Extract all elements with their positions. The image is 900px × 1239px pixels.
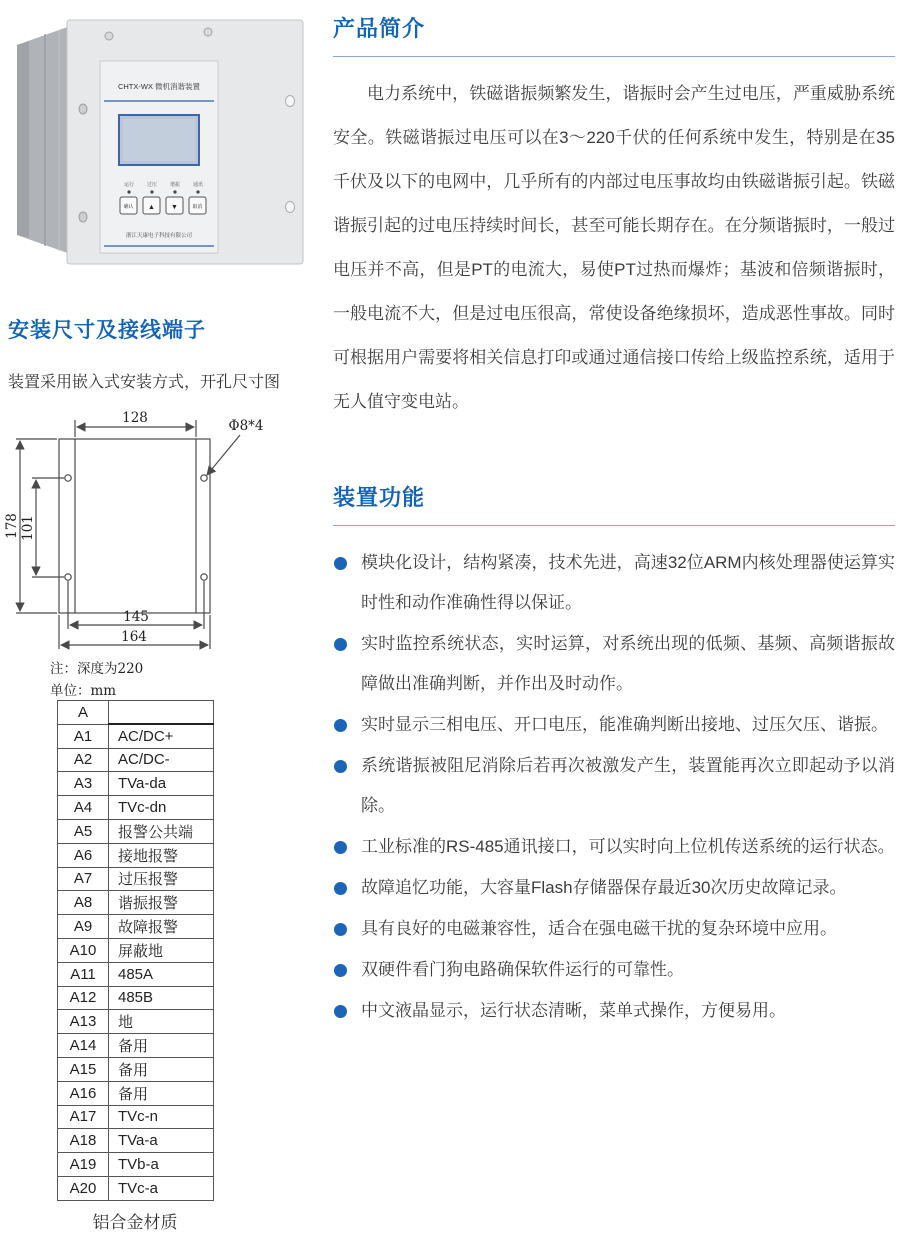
mount-hole-icon [65, 475, 71, 481]
table-row [58, 843, 214, 867]
terminal-id: A15 [58, 1057, 109, 1081]
terminal-id: A18 [58, 1129, 109, 1153]
terminal-label: 接地报警 [109, 843, 214, 867]
terminal-id: A9 [58, 915, 109, 939]
table-row [58, 1081, 214, 1105]
bullet-icon [334, 841, 347, 854]
terminal-label: 地 [109, 1010, 214, 1034]
function-item-text: 双硬件看门狗电路确保软件运行的可靠性。 [361, 960, 684, 979]
led-label: 通讯 [192, 182, 204, 188]
confirm-button-label: 确认 [123, 204, 134, 210]
terminal-label: 谐振报警 [109, 891, 214, 915]
terminal-label: 备用 [109, 1034, 214, 1058]
terminal-id: A4 [58, 796, 109, 820]
terminal-label: TVa-da [109, 772, 214, 796]
terminal-id: A8 [58, 891, 109, 915]
bullet-icon [334, 719, 347, 732]
terminal-id: A17 [58, 1105, 109, 1129]
function-item-text: 中文液晶显示，运行状态清晰，菜单式操作，方便易用。 [361, 1001, 786, 1020]
terminal-table [57, 700, 214, 1201]
terminal-label: 屏蔽地 [109, 938, 214, 962]
table-row [58, 891, 214, 915]
screw-icon [204, 28, 212, 36]
terminal-id: A20 [58, 1176, 109, 1200]
dim-164: 164 [121, 629, 147, 645]
dim-178: 178 [4, 513, 20, 539]
led-icon [173, 190, 176, 193]
table-row [58, 1153, 214, 1177]
table-row [58, 1176, 214, 1200]
function-item [333, 705, 895, 745]
table-row [58, 772, 214, 796]
terminal-id: A6 [58, 843, 109, 867]
down-arrow-icon: ▼ [171, 204, 178, 211]
intro-section-title: 产品简介 [333, 12, 895, 57]
hole-spec: Φ8*4 [228, 418, 264, 434]
bullet-icon [334, 882, 347, 895]
bullet-icon [334, 557, 347, 570]
dim-101: 101 [20, 515, 36, 541]
table-row [58, 819, 214, 843]
led-icon [196, 190, 199, 193]
led-icon [150, 190, 153, 193]
terminal-label: 485B [109, 986, 214, 1010]
terminal-id: A16 [58, 1081, 109, 1105]
terminal-id: A19 [58, 1153, 109, 1177]
terminal-id: A7 [58, 867, 109, 891]
bullet-icon [334, 760, 347, 773]
table-row [58, 986, 214, 1010]
terminal-label: TVb-a [109, 1153, 214, 1177]
up-arrow-icon: ▲ [148, 204, 155, 211]
function-item-text: 实时显示三相电压、开口电压，能准确判断出接地、过压欠压、谐振。 [361, 715, 888, 734]
function-item-text: 工业标准的RS-485通讯接口，可以实时向上位机传送系统的运行状态。 [361, 837, 895, 856]
table-row [58, 1010, 214, 1034]
table-row [58, 748, 214, 772]
terminal-label: TVc-a [109, 1176, 214, 1200]
dim-145: 145 [123, 609, 149, 625]
mount-hole-icon [65, 574, 71, 580]
table-row [58, 1057, 214, 1081]
note-unit: 单位：mm [50, 683, 117, 699]
table-row [58, 796, 214, 820]
bullet-icon [334, 964, 347, 977]
terminal-id: A14 [58, 1034, 109, 1058]
right-column [333, 12, 895, 1032]
terminal-label: TVa-a [109, 1129, 214, 1153]
functions-section-title: 装置功能 [333, 481, 895, 526]
function-item [333, 746, 895, 826]
terminal-id: A3 [58, 772, 109, 796]
terminal-id: A [58, 701, 109, 725]
terminal-id: A13 [58, 1010, 109, 1034]
panel-title: CHTX-WX 微机消谐装置 [117, 82, 201, 91]
install-section-title: 安装尺寸及接线端子 [8, 319, 206, 342]
terminal-label: 过压报警 [109, 867, 214, 891]
table-row [58, 701, 214, 725]
mount-hole-icon [201, 574, 207, 580]
led-label: 谐振 [169, 182, 181, 188]
function-item [333, 543, 895, 623]
terminal-id: A11 [58, 962, 109, 986]
table-row [58, 1129, 214, 1153]
table-row [58, 938, 214, 962]
terminal-table-body [58, 701, 214, 1201]
function-item-text: 模块化设计，结构紧凑，技术先进，高速32位ARM内核处理器使运算实时性和动作准确性得以保证。 [361, 553, 895, 612]
outer-rect [59, 439, 210, 613]
material-caption: 铝合金材质 [92, 1213, 178, 1232]
bullet-icon [334, 1005, 347, 1018]
device-side-shade [17, 41, 29, 238]
function-item [333, 827, 895, 867]
terminal-id: A2 [58, 748, 109, 772]
terminal-id: A10 [58, 938, 109, 962]
function-item [333, 868, 895, 908]
function-item [333, 624, 895, 704]
note-depth: 注：深度为220 [50, 661, 144, 677]
led-label: 过压 [146, 182, 158, 188]
function-item-text: 具有良好的电磁兼容性，适合在强电磁干扰的复杂环境中应用。 [361, 919, 837, 938]
mount-hole-icon [201, 475, 207, 481]
table-row [58, 724, 214, 748]
terminal-id: A1 [58, 724, 109, 748]
bullet-icon [334, 638, 347, 651]
terminal-label: AC/DC+ [109, 724, 214, 748]
terminal-label: 备用 [109, 1081, 214, 1105]
table-row [58, 915, 214, 939]
led-icon [127, 190, 130, 193]
product-photo [5, 5, 310, 270]
install-subtitle: 装置采用嵌入式安装方式，开孔尺寸图 [8, 374, 281, 391]
terminal-label: TVc-n [109, 1105, 214, 1129]
function-item-text: 系统谐振被阻尼消除后若再次被激发产生，装置能再次立即起动予以消除。 [361, 756, 895, 815]
table-row [58, 867, 214, 891]
functions-list [333, 543, 895, 1031]
terminal-id: A5 [58, 819, 109, 843]
function-item [333, 991, 895, 1031]
terminal-label: TVc-dn [109, 796, 214, 820]
table-row [58, 962, 214, 986]
terminal-label: 报警公共端 [109, 819, 214, 843]
function-item [333, 950, 895, 990]
company-label: 浙江天康电子科技有限公司 [125, 233, 193, 239]
terminal-label: 故障报警 [109, 915, 214, 939]
terminal-label: AC/DC- [109, 748, 214, 772]
table-row [58, 1105, 214, 1129]
intro-paragraph: 电力系统中，铁磁谐振频繁发生，谐振时会产生过电压，严重威胁系统安全。铁磁谐振过电压可以在3～220千伏的任何系统中发生，特别是在35千伏及以下的电网中，几乎所有的内部过电压事故均由铁磁谐振引起。铁磁谐振引起的过电压持续时间长，甚至可能长期存在。在分频谐振时，一般过电压并不高，但是PT的电流大，易使PT过热而爆炸；基波和倍频谐振时，一般电流不大，但是过电压很高，常使设备绝缘损坏，造成恶性事故。同时可根据用户需要将相关信息打印或通过通信接口传给上级监控系统，适用于无人值守变电站。 [333, 84, 895, 411]
function-item-text: 实时监控系统状态，实时运算，对系统出现的低频、基频、高频谐振故障做出准确判断，并作出及时动作。 [361, 634, 895, 693]
led-label: 运行 [123, 182, 135, 188]
screw-icon [105, 32, 113, 40]
function-item [333, 909, 895, 949]
cancel-button-label: 取消 [192, 204, 203, 210]
terminal-id: A12 [58, 986, 109, 1010]
terminal-label [109, 701, 214, 725]
function-item-text: 故障追忆功能，大容量Flash存储器保存最近30次历史故障记录。 [361, 878, 847, 897]
terminal-label: 485A [109, 962, 214, 986]
dimension-drawing [0, 408, 320, 658]
table-row [58, 1034, 214, 1058]
terminal-label: 备用 [109, 1057, 214, 1081]
bullet-icon [334, 923, 347, 936]
dim-128: 128 [122, 410, 148, 426]
